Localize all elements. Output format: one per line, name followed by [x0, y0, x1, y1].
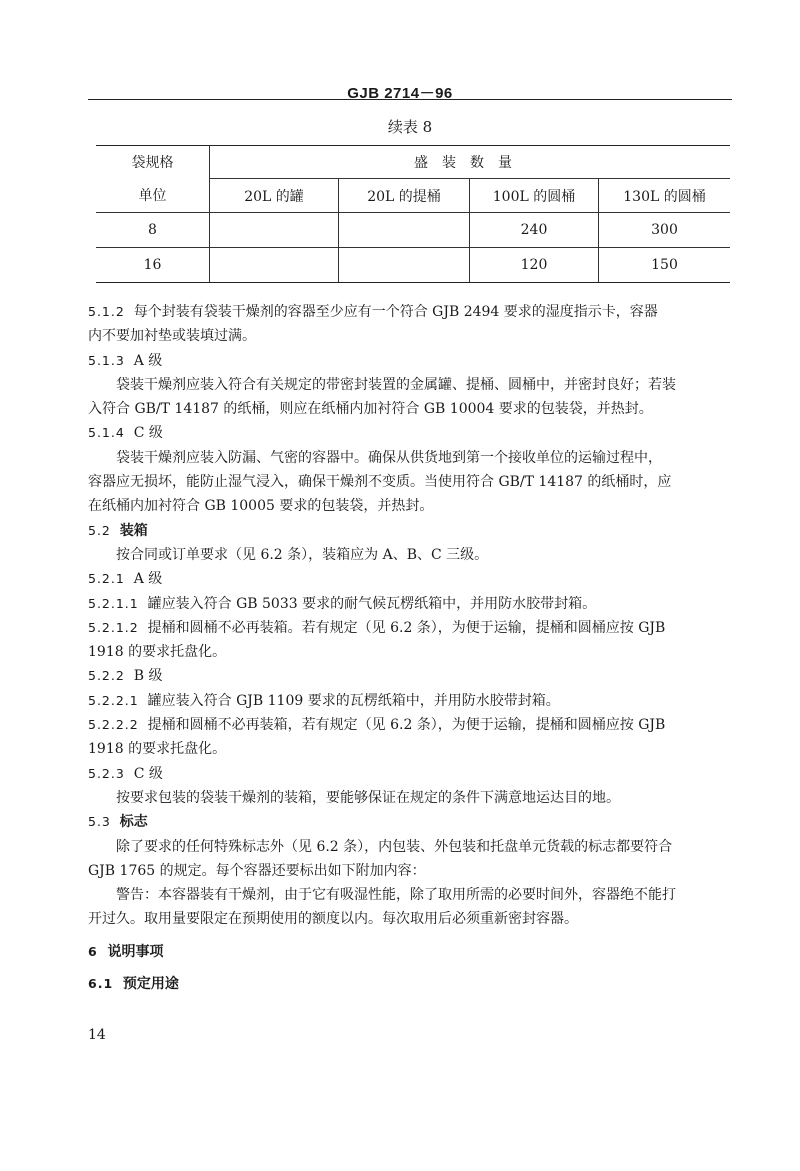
header-rule — [88, 99, 732, 100]
clause-5-2-2-1: 5.2.2.1 罐应装入符合 GJB 1109 要求的瓦楞纸箱中，并用防水胶带封箱。 — [88, 692, 560, 709]
cell-20l-can — [210, 213, 339, 248]
table-row — [96, 248, 730, 283]
table-subheader-row — [96, 179, 730, 213]
paragraph-line: GJB 1765 的规定。每个容器还要标出如下附加内容： — [88, 862, 426, 879]
cell-100l-drum: 120 — [470, 248, 599, 283]
clause-5-2-1: 5.2.1 A 级 — [88, 571, 163, 588]
cell-20l-pail — [339, 248, 470, 283]
cell-20l-pail — [339, 213, 470, 248]
clause-5-1-4: 5.1.4 C 级 — [88, 425, 163, 442]
col-header-20l-pail: 20L 的提桶 — [339, 179, 470, 213]
clause-5-2-1-1: 5.2.1.1 罐应装入符合 GB 5033 要求的耐气候瓦楞纸箱中，并用防水胶带封箱。 — [88, 595, 597, 612]
paragraph-line: 容器应无损坏，能防止湿气浸入，确保干燥剂不变质。当使用符合 GB/T 14187 的纸桶时，应 — [88, 474, 672, 491]
body-text — [88, 300, 734, 996]
section-5-2-heading: 5.2 装箱 — [88, 522, 148, 539]
page-number: 14 — [88, 1027, 106, 1043]
warning-line: 开过久。取用量要限定在预期使用的额度以内。每次取用后必须重新密封容器。 — [88, 911, 578, 928]
clause-5-1-2: 5.1.2 每个封装有袋装干燥剂的容器至少应有一个符合 GJB 2494 要求的湿度指示卡，容器 — [88, 304, 658, 320]
group-header-label: 盛装数量 — [414, 155, 526, 171]
paragraph-line: 按合同或订单要求（见 6.2 条），装箱应为 A、B、C 三级。 — [116, 546, 489, 563]
section-gap — [88, 932, 734, 940]
col-header-100l-drum: 100L 的圆桶 — [470, 179, 599, 213]
cell-130l-drum: 300 — [599, 213, 731, 248]
paragraph-line: 1918 的要求托盘化。 — [88, 741, 227, 758]
unit-header-bottom: 单位 — [96, 179, 210, 213]
table-row — [96, 213, 730, 248]
clause-5-2-2-2: 5.2.2.2 提桶和圆桶不必再装箱，若有规定（见 6.2 条），为便于运输，提桶和圆桶应按 GJB — [88, 717, 666, 734]
clause-5-2-2: 5.2.2 B 级 — [88, 668, 163, 685]
row-unit: 8 — [96, 213, 210, 248]
col-header-130l-drum: 130L 的圆桶 — [599, 179, 731, 213]
cell-100l-drum: 240 — [470, 213, 599, 248]
section-gap — [88, 964, 734, 972]
quantity-table — [96, 145, 730, 283]
clause-5-1-3: 5.1.3 A 级 — [88, 352, 163, 369]
paragraph-line: 袋装干燥剂应装入防漏、气密的容器中。确保从供货地到第一个接收单位的运输过程中， — [116, 449, 662, 466]
table-caption: 续表 8 — [387, 118, 433, 136]
unit-header-top: 袋规格 — [96, 146, 210, 179]
standard-code: GJB 2714－96 — [347, 85, 453, 102]
paragraph-line: 1918 的要求托盘化。 — [88, 644, 227, 661]
col-header-20l-can: 20L 的罐 — [210, 179, 339, 213]
paragraph-line: 在纸桶内加衬符合 GB 10005 要求的包装袋，并热封。 — [88, 498, 434, 515]
cell-20l-can — [210, 248, 339, 283]
paragraph-line: 袋装干燥剂应装入符合有关规定的带密封装置的金属罐、提桶、圆桶中，并密封良好；若装 — [116, 376, 676, 393]
group-header — [210, 146, 731, 179]
paragraph-line: 按要求包装的袋装干燥剂的装箱，要能够保证在规定的条件下满意地运达目的地。 — [116, 789, 620, 806]
paragraph-line: 除了要求的任何特殊标志外（见 6.2 条），内包装、外包装和托盘单元货载的标志都要符合 — [116, 838, 673, 855]
clause-5-2-1-2: 5.2.1.2 提桶和圆桶不必再装箱。若有规定（见 6.2 条），为便于运输，提桶和圆桶应按 GJB — [88, 619, 666, 636]
table-header-row — [96, 146, 730, 179]
section-6-1-heading: 6.1 预定用途 — [88, 976, 179, 993]
section-6-heading: 6 说明事项 — [88, 943, 164, 960]
warning-line: 警告：本容器装有干燥剂，由于它有吸湿性能，除了取用所需的必要时间外，容器绝不能打 — [116, 887, 676, 904]
clause-5-2-3: 5.2.3 C 级 — [88, 765, 163, 782]
paragraph-line: 内不要加衬垫或装填过满。 — [88, 328, 256, 345]
paragraph-line: 入符合 GB/T 14187 的纸桶，则应在纸桶内加衬符合 GB 10004 要求的包装袋，并热封。 — [88, 401, 653, 418]
cell-130l-drum: 150 — [599, 248, 731, 283]
section-5-3-heading: 5.3 标志 — [88, 814, 148, 831]
row-unit: 16 — [96, 248, 210, 283]
